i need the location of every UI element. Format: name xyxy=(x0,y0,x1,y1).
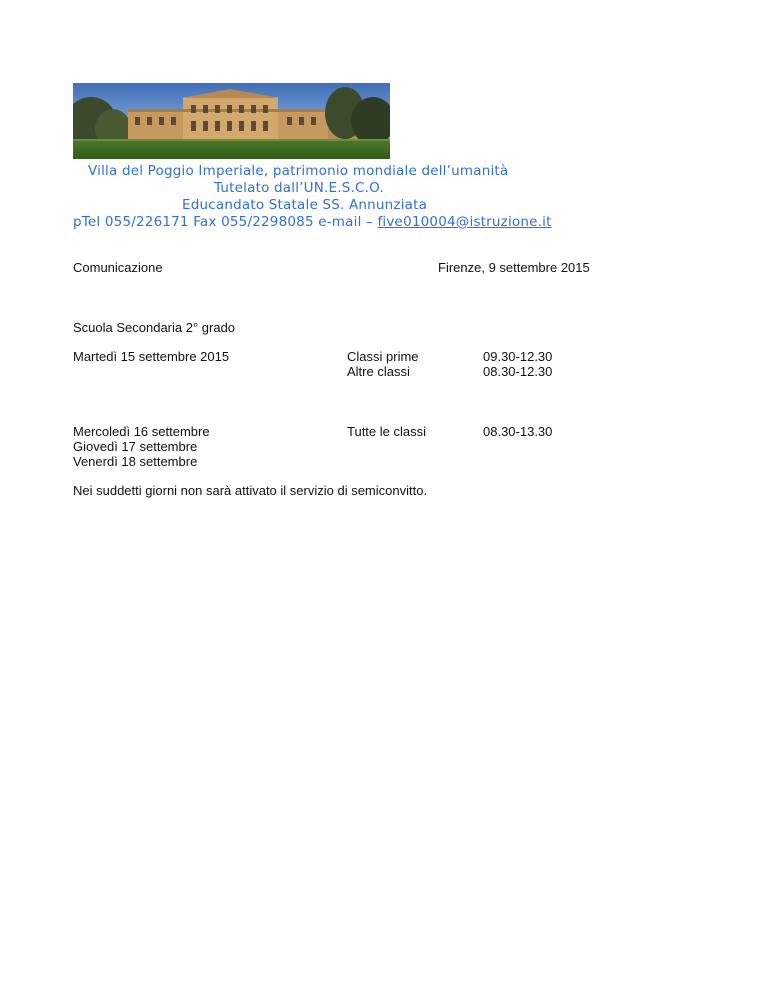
letterhead-line-3: Educandato Statale SS. Annunziata xyxy=(182,197,428,213)
schedule-class: Altre classi xyxy=(347,364,410,379)
letterhead-line-2: Tutelato dall’UN.E.S.C.O. xyxy=(214,180,384,196)
letterhead-contact xyxy=(73,214,552,230)
villa-photo xyxy=(73,83,390,159)
schedule-class: Classi prime xyxy=(347,349,419,364)
schedule-class: Tutte le classi xyxy=(347,424,426,439)
semiconvitto-note: Nei suddetti giorni non sarà attivato il servizio di semiconvitto. xyxy=(73,483,428,498)
place-date: Firenze, 9 settembre 2015 xyxy=(438,260,590,275)
schedule-time: 08.30-12.30 xyxy=(483,364,553,379)
letterhead-line-1: Villa del Poggio Imperiale, patrimonio mondiale dell’umanità xyxy=(88,163,509,179)
schedule-time: 09.30-12.30 xyxy=(483,349,553,364)
section-title: Scuola Secondaria 2° grado xyxy=(73,320,236,335)
schedule-day: Martedì 15 settembre 2015 xyxy=(73,349,230,364)
schedule-day: Giovedì 17 settembre xyxy=(73,439,198,454)
communication-label: Comunicazione xyxy=(73,260,163,275)
schedule-day: Venerdì 18 settembre xyxy=(73,454,198,469)
email-link[interactable]: five010004@istruzione.it xyxy=(377,214,552,230)
contact-text: pTel 055/226171 Fax 055/2298085 e-mail – xyxy=(73,214,378,230)
schedule-day: Mercoledì 16 settembre xyxy=(73,424,210,439)
schedule-time: 08.30-13.30 xyxy=(483,424,553,439)
